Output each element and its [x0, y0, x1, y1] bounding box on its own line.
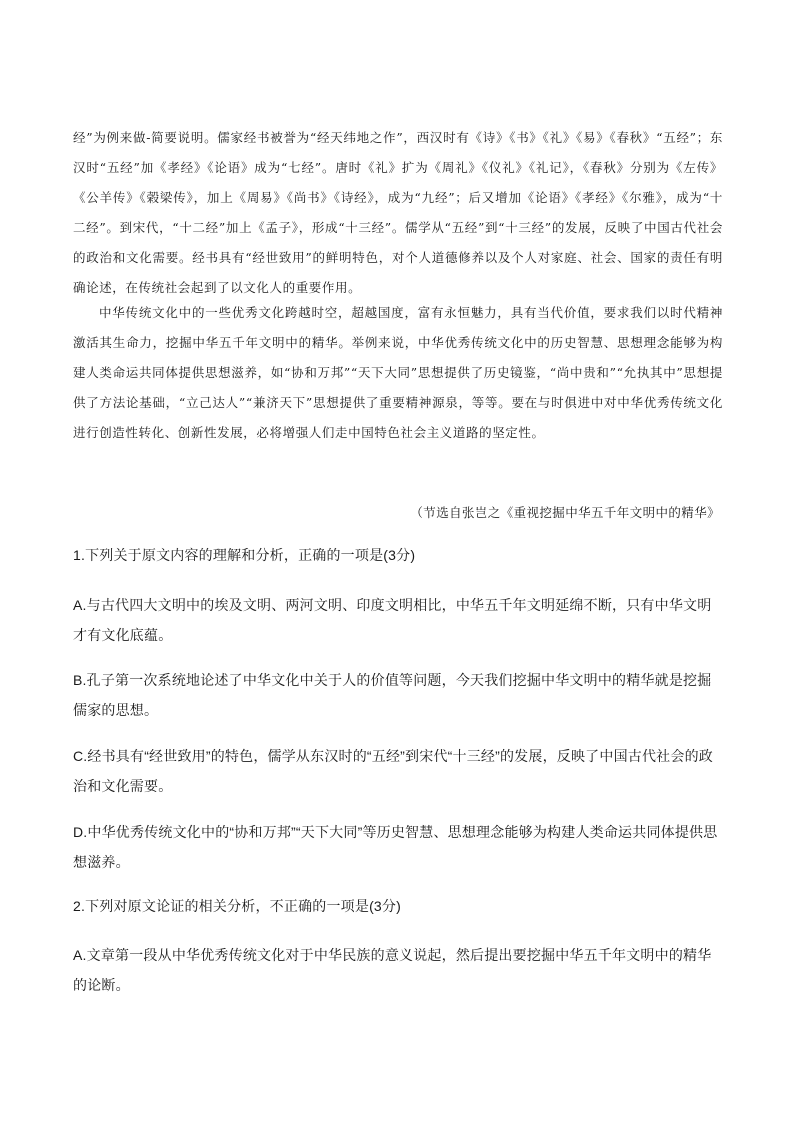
question-2-stem: 2.下列对原文论证的相关分析，不正确的一项是(3分)	[73, 898, 401, 914]
question-1-stem: 1.下列关于原文内容的理解和分析，正确的一项是(3分)	[73, 547, 416, 563]
question-2-option-a: A.文章第一段从中华优秀传统文化对于中华民族的意义说起，然后提出要挖掘中华五千年文明中的精华的论断。	[73, 947, 712, 993]
question-1-option-d: D.中华优秀传统文化中的“协和万邦”“天下大同”等历史智慧、思想理念能够为构建人类命运共同体提供思想滋养。	[73, 824, 718, 870]
question-1-option-a: A.与古代四大文明中的埃及文明、两河文明、印度文明相比，中华五千年文明延绵不断，只有中华文明才有文化底蕴。	[73, 597, 712, 643]
question-1-option-c: C.经书具有“经世致用”的特色，儒学从东汉时的“五经”到宋代“十三经”的发展，反映了中国古代社会的政治和文化需要。	[73, 748, 713, 794]
passage-paragraph-1: 经”为例来做-简要说明。儒家经书被誉为“经天纬地之作”，西汉时有《诗》《书》《礼》《易》《春秋》“五经”；东汉时“五经”加《孝经》《论语》成为“七经”。唐时《礼》扩为《周礼》《仪礼》《礼记》，《春秋》分别为《左传》《公羊传》《榖梁传》，加上《周易》《尚书》《诗经》，成为“九经”；后又增加《论语》《孝经》《尔雅》，成为“十二经”。到宋代，“十二经”加上《孟子》，形成“十三经”。儒学从“五经”到“十三经”的发展，反映了中国古代社会的政治和文化需要。经书具有“经世致用”的鲜明特色，对个人道德修养以及个人对家庭、社会、国家的责任有明确论述，在传统社会起到了以文化人的重要作用。	[73, 130, 723, 295]
passage-paragraph-2: 中华传统文化中的一些优秀文化跨越时空，超越国度，富有永恒魅力，具有当代价值，要求我们以时代精神激活其生命力，挖掘中华五千年文明中的精华。举例来说，中华优秀传统文化中的历史智慧、思想理念能够为构建人类命运共同体提供思想滋养，如“协和万邦”“天下大同”思想提供了历史镜鉴，“尚中贵和”“允执其中”思想提供了方法论基础，“立己达人”“兼济天下”思想提供了重要精神源泉，等等。要在与时俱进中对中华优秀传统文化进行创造性转化、创新性发展，必将增强人们走中国特色社会主义道路的坚定性。	[73, 305, 723, 440]
question-1-option-b: B.孔子第一次系统地论述了中华文化中关于人的价值等问题，今天我们挖掘中华文明中的精华就是挖掘儒家的思想。	[73, 672, 712, 718]
passage-source: （节选自张岂之《重视挖掘中华五千年文明中的精华》	[410, 505, 720, 520]
